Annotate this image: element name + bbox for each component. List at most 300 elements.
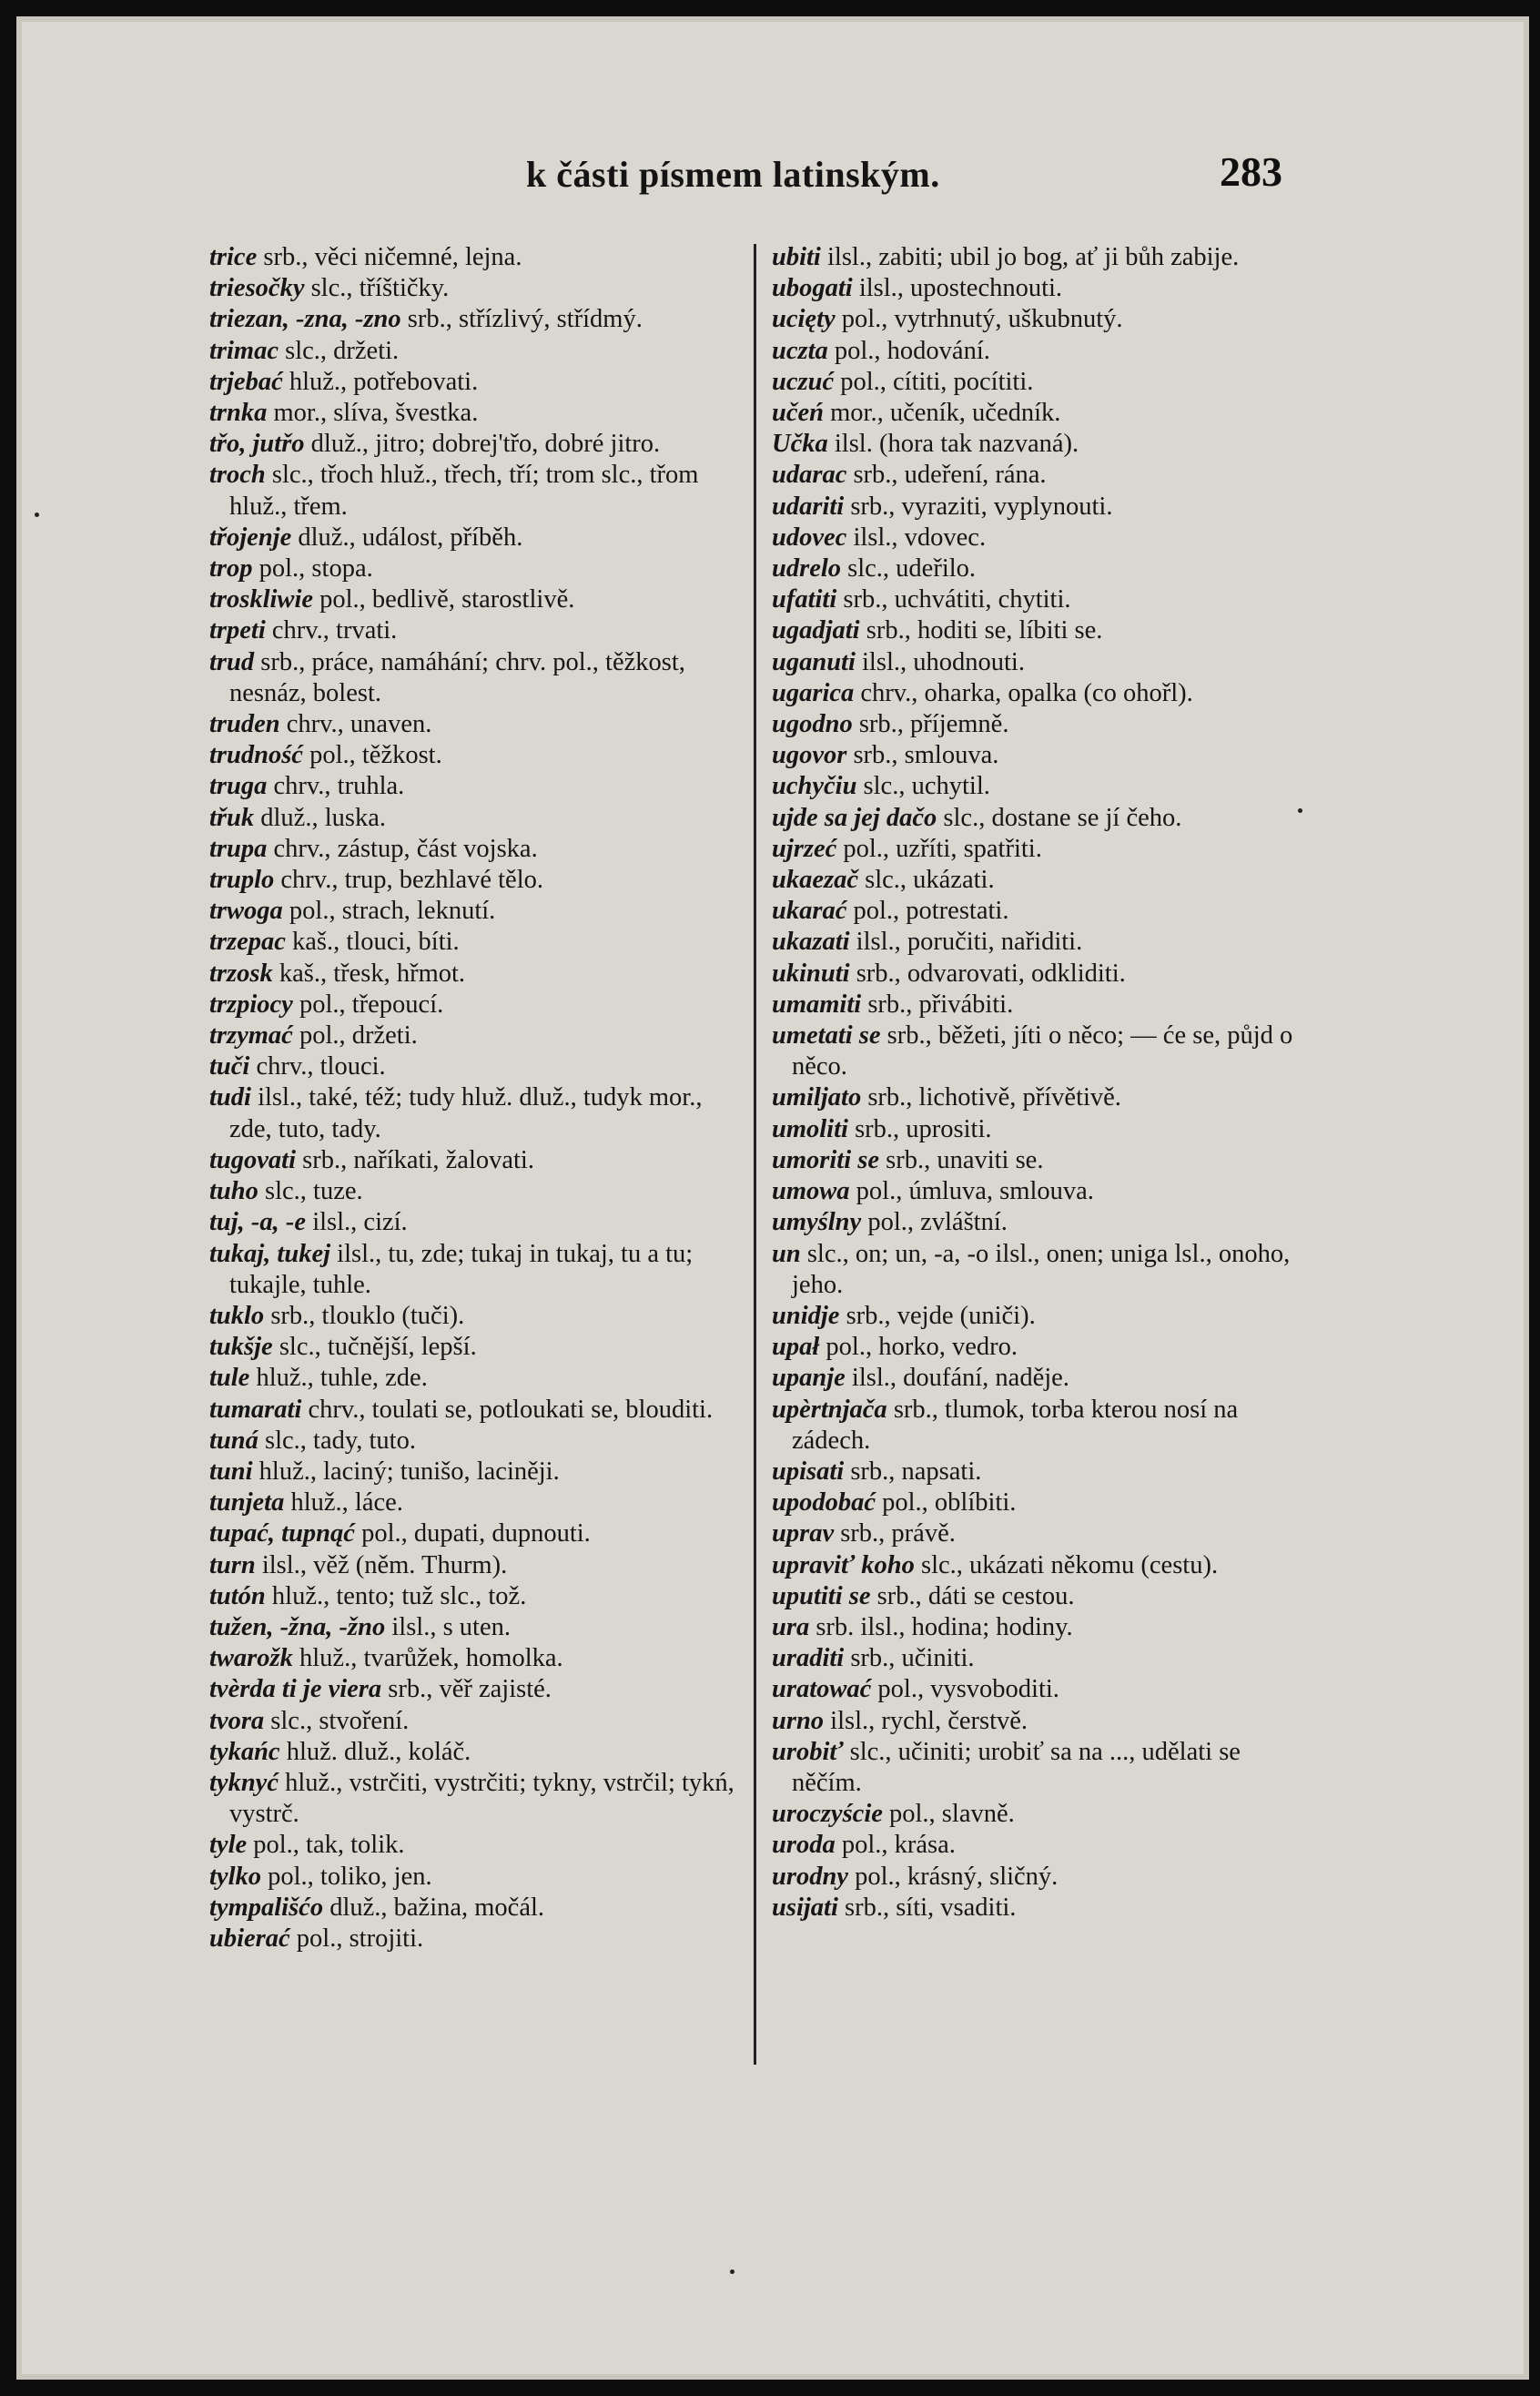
entry-definition: ilsl., doufání, naděje. — [845, 1364, 1069, 1393]
entry-headword: tutón — [209, 1581, 266, 1610]
dictionary-entry — [772, 1332, 1311, 1363]
dictionary-entry — [772, 615, 1311, 646]
entry-definition: ilsl., také, též; tudy hluž. dluž., tudyk mor., zde, tuto, tady. — [229, 1083, 703, 1143]
entry-headword: tvèrda ti je viera — [209, 1675, 382, 1704]
dictionary-entry — [772, 1395, 1311, 1457]
entry-headword: ukaezač — [772, 866, 858, 895]
entry-definition: srb., vejde (uniči). — [839, 1301, 1036, 1330]
dictionary-entry — [772, 1799, 1311, 1830]
dictionary-entry — [772, 1643, 1311, 1674]
entry-headword: ubierać — [209, 1924, 290, 1953]
entry-headword: umamiti — [772, 990, 862, 1019]
entry-headword: ujrzeć — [772, 834, 837, 863]
entry-definition: srb., věci ničemné, lejna. — [257, 243, 522, 271]
entry-headword: tuho — [209, 1177, 258, 1206]
entry-definition: pol., těžkost. — [302, 741, 442, 770]
dictionary-entry — [209, 584, 745, 615]
entry-definition: srb., tlouklo (tuči). — [264, 1301, 465, 1330]
book-page — [16, 16, 1529, 2380]
entry-definition: kaš., tlouci, bíti. — [285, 928, 460, 957]
dictionary-entry — [209, 1924, 745, 1954]
entry-headword: uraditi — [772, 1644, 845, 1673]
dictionary-entry — [772, 1363, 1311, 1394]
entry-headword: trice — [209, 243, 258, 271]
entry-headword: twarožk — [209, 1644, 293, 1673]
dictionary-entry — [209, 1332, 745, 1363]
entry-headword: umoliti — [772, 1114, 848, 1143]
entry-definition: slc., učiniti; urobiť sa na ..., udělati se něčím. — [792, 1737, 1241, 1797]
entry-headword: udarac — [772, 461, 847, 490]
entry-definition: srb., vyraziti, vyplynouti. — [844, 492, 1113, 521]
dictionary-entry — [209, 1643, 745, 1674]
dictionary-entry — [209, 1239, 745, 1301]
entry-definition: srb., unaviti se. — [878, 1145, 1044, 1174]
entry-definition: dluž., bažina, močál. — [323, 1893, 545, 1922]
page-header — [16, 148, 1529, 208]
entry-definition: srb., příjemně. — [852, 710, 1009, 739]
dictionary-entry — [209, 1457, 745, 1487]
entry-headword: tužen, -žna, -žno — [209, 1612, 386, 1641]
entry-headword: uchyčiu — [772, 772, 857, 801]
entry-definition: slc., tady, tuto. — [258, 1426, 416, 1455]
entry-headword: umyślny — [772, 1208, 862, 1237]
entry-headword: učeń — [772, 399, 824, 428]
dictionary-entry — [772, 1301, 1311, 1332]
entry-definition: chrv., trup, bezhlavé tělo. — [274, 866, 543, 895]
dictionary-entry — [209, 1395, 745, 1426]
entry-definition: slc., on; un, -a, -o ilsl., onen; uniga lsl., onoho, jeho. — [792, 1239, 1291, 1299]
entry-definition: srb., běžeti, jíti o něco; — će se, půjd o něco. — [792, 1021, 1293, 1081]
dictionary-entry — [209, 460, 745, 522]
dictionary-entry — [209, 1082, 745, 1144]
dictionary-entry — [209, 304, 745, 335]
dictionary-entry — [209, 803, 745, 834]
dictionary-entry — [772, 740, 1311, 771]
entry-headword: troskliwie — [209, 585, 314, 614]
entry-headword: třojenje — [209, 523, 292, 552]
entry-headword: ukazati — [772, 928, 850, 957]
entry-headword: ugodno — [772, 710, 853, 739]
entry-headword: trzosk — [209, 959, 273, 988]
entry-headword: ura — [772, 1612, 810, 1641]
entry-headword: upraviť koho — [772, 1550, 915, 1579]
entry-definition: pol., stopa. — [252, 554, 373, 584]
entry-headword: tvora — [209, 1706, 265, 1735]
dictionary-entry — [209, 1674, 745, 1705]
dictionary-entry — [209, 1550, 745, 1581]
entry-headword: truplo — [209, 866, 275, 895]
entry-definition: pol., zvláštní. — [861, 1208, 1008, 1237]
entry-definition: hluž. dluž., koláč. — [279, 1737, 471, 1766]
entry-definition: pol., vytrhnutý, uškubnutý. — [835, 305, 1123, 334]
dictionary-entry — [209, 336, 745, 367]
entry-definition: srb., smlouva. — [846, 741, 999, 770]
entry-definition: srb., uprositi. — [847, 1114, 992, 1143]
entry-headword: uratować — [772, 1675, 872, 1704]
entry-definition: slc., stvoření. — [264, 1706, 410, 1735]
dictionary-entry — [209, 523, 745, 553]
entry-headword: ucięty — [772, 305, 836, 334]
dictionary-entry — [209, 896, 745, 927]
entry-headword: tule — [209, 1364, 250, 1393]
entry-definition: chrv., unaven. — [279, 710, 432, 739]
entry-definition: dluž., luska. — [254, 803, 386, 832]
dictionary-entry — [209, 1706, 745, 1737]
entry-headword: trzpiocy — [209, 990, 293, 1019]
entry-headword: udovec — [772, 523, 847, 552]
dictionary-entry — [209, 865, 745, 896]
dictionary-entry — [772, 834, 1311, 865]
dictionary-entry — [209, 1581, 745, 1612]
entry-headword: ugadjati — [772, 616, 860, 645]
entry-headword: umoriti se — [772, 1145, 879, 1174]
entry-definition: mor., učeník, učedník. — [824, 399, 1061, 428]
dictionary-entry — [772, 304, 1311, 335]
entry-headword: ugovor — [772, 741, 847, 770]
dictionary-entry — [209, 1768, 745, 1830]
entry-definition: pol., bedlivě, starostlivě. — [313, 585, 575, 614]
entry-headword: trnka — [209, 399, 268, 428]
entry-definition: ilsl., rychl, čerstvě. — [824, 1706, 1028, 1735]
entry-definition: ilsl., vdovec. — [846, 523, 987, 552]
entry-definition: pol., držeti. — [292, 1021, 418, 1051]
entry-headword: třo, jutřo — [209, 430, 305, 459]
entry-definition: srb., udeření, rána. — [846, 461, 1047, 490]
dictionary-entry — [772, 865, 1311, 896]
entry-headword: tugovati — [209, 1145, 297, 1174]
entry-definition: ilsl., zabiti; ubil jo bog, ať ji bůh zabije. — [820, 243, 1240, 271]
dictionary-entry — [772, 1207, 1311, 1238]
entry-definition: slc., tříštičky. — [304, 274, 450, 303]
entry-headword: uprav — [772, 1519, 835, 1548]
entry-headword: tuklo — [209, 1301, 265, 1330]
entry-headword: tylko — [209, 1862, 261, 1891]
entry-definition: hluž., tuhle, zde. — [249, 1364, 428, 1393]
entry-definition: dluž., událost, příběh. — [291, 523, 523, 552]
entry-headword: trudność — [209, 741, 303, 770]
entry-headword: ujde sa jej dačo — [772, 803, 937, 832]
entry-definition: pol., strojiti. — [289, 1924, 424, 1953]
entry-headword: upèrtnjača — [772, 1395, 887, 1424]
dictionary-entry — [772, 1581, 1311, 1612]
entry-headword: tudi — [209, 1083, 251, 1112]
dictionary-entry — [209, 1487, 745, 1518]
entry-headword: trjebać — [209, 367, 283, 396]
entry-definition: chrv., trvati. — [265, 616, 398, 645]
entry-headword: upanje — [772, 1364, 846, 1393]
entry-definition: pol., krása. — [835, 1831, 956, 1860]
dictionary-entry — [772, 803, 1311, 834]
dictionary-entry — [772, 242, 1311, 273]
page-number: 283 — [1220, 148, 1282, 195]
dictionary-entry — [209, 273, 745, 304]
dictionary-entry — [209, 647, 745, 709]
dictionary-entry — [772, 1518, 1311, 1549]
entry-headword: tupać, tupnąć — [209, 1519, 355, 1548]
dictionary-entry — [209, 1862, 745, 1893]
dictionary-entry — [772, 1550, 1311, 1581]
entry-headword: tuči — [209, 1052, 250, 1081]
entry-definition: pol., krásný, sličný. — [847, 1862, 1059, 1891]
entry-headword: udariti — [772, 492, 845, 521]
entry-definition: slc., dostane se jí čeho. — [937, 803, 1182, 832]
entry-definition: pol., slavně. — [882, 1800, 1015, 1829]
entry-definition: pol., hodování. — [827, 336, 990, 365]
entry-definition: srb., právě. — [834, 1519, 956, 1548]
entry-definition: ilsl., uhodnouti. — [855, 647, 1025, 676]
entry-definition: kaš., třesk, hřmot. — [272, 959, 466, 988]
entry-headword: trwoga — [209, 897, 283, 926]
dictionary-entry — [209, 990, 745, 1020]
dictionary-entry — [209, 367, 745, 398]
entry-headword: tumarati — [209, 1395, 302, 1424]
dictionary-entry — [772, 1706, 1311, 1737]
dictionary-entry — [772, 1114, 1311, 1145]
entry-definition: ilsl., tu, zde; tukaj in tukaj, tu a tu; tukajle, tuhle. — [229, 1239, 694, 1299]
ink-speck — [1298, 808, 1302, 813]
entry-headword: un — [772, 1239, 801, 1268]
dictionary-entry — [209, 1207, 745, 1238]
entry-headword: uroda — [772, 1831, 836, 1860]
dictionary-entry — [772, 990, 1311, 1020]
entry-definition: pol., potrestati. — [846, 897, 1009, 926]
dictionary-entry — [772, 1145, 1311, 1176]
entry-headword: upisati — [772, 1457, 845, 1486]
entry-definition: ilsl., poručiti, nařiditi. — [849, 928, 1083, 957]
entry-definition: pol., cítiti, pocítiti. — [834, 367, 1034, 396]
entry-definition: chrv., truhla. — [267, 772, 405, 801]
left-column — [209, 242, 745, 1954]
entry-definition: slc., ukázati někomu (cestu). — [914, 1550, 1219, 1579]
entry-headword: trop — [209, 554, 253, 584]
dictionary-entry — [209, 1426, 745, 1457]
dictionary-entry — [209, 1737, 745, 1768]
entry-definition: pol., strach, leknutí. — [282, 897, 496, 926]
entry-definition: ilsl., cizí. — [306, 1208, 408, 1237]
dictionary-entry — [772, 273, 1311, 304]
entry-headword: tukšje — [209, 1333, 273, 1362]
entry-definition: chrv., toulati se, potloukati se, blouditi. — [301, 1395, 714, 1424]
entry-definition: chrv., tlouci. — [249, 1052, 386, 1081]
entry-headword: urobiť — [772, 1737, 844, 1766]
column-divider — [754, 244, 756, 2065]
entry-headword: uganuti — [772, 647, 856, 676]
dictionary-entry — [209, 927, 745, 958]
dictionary-entry — [209, 1363, 745, 1394]
dictionary-entry — [209, 709, 745, 740]
entry-headword: turn — [209, 1550, 256, 1579]
entry-headword: trzepac — [209, 928, 286, 957]
dictionary-entry — [209, 1145, 745, 1176]
entry-definition: srb., věř zajisté. — [381, 1675, 552, 1704]
entry-headword: trpeti — [209, 616, 266, 645]
entry-definition: hluž., potřebovati. — [282, 367, 479, 396]
entry-definition: srb., síti, vsaditi. — [837, 1893, 1017, 1922]
entry-definition: hluž., tento; tuž slc., tož. — [265, 1581, 527, 1610]
entry-headword: umowa — [772, 1177, 850, 1206]
entry-definition: srb., lichotivě, přívětivě. — [861, 1083, 1121, 1112]
entry-headword: troch — [209, 461, 266, 490]
dictionary-entry — [209, 1051, 745, 1082]
entry-definition: hluž., tvarůžek, homolka. — [292, 1644, 563, 1673]
entry-headword: urno — [772, 1706, 825, 1735]
entry-headword: umiljato — [772, 1083, 862, 1112]
entry-definition: chrv., oharka, opalka (co ohořl). — [854, 678, 1193, 707]
entry-definition: srb., přivábiti. — [861, 990, 1014, 1019]
right-column — [772, 242, 1311, 1924]
entry-definition: slc., ukázati. — [858, 866, 995, 895]
entry-definition: dluž., jitro; dobrej'třo, dobré jitro. — [304, 430, 661, 459]
entry-headword: uczuć — [772, 367, 835, 396]
entry-definition: pol., úmluva, smlouva. — [849, 1177, 1094, 1206]
dictionary-entry — [772, 1082, 1311, 1113]
dictionary-entry — [772, 771, 1311, 802]
entry-headword: tyknyć — [209, 1768, 279, 1797]
entry-definition: pol., tak, tolik. — [247, 1831, 405, 1860]
entry-definition: ilsl., věž (něm. Thurm). — [255, 1550, 508, 1579]
entry-definition: pol., vysvoboditi. — [871, 1675, 1059, 1704]
dictionary-entry — [772, 896, 1311, 927]
entry-headword: uputiti se — [772, 1581, 871, 1610]
entry-headword: usijati — [772, 1893, 838, 1922]
dictionary-entry — [772, 367, 1311, 398]
entry-definition: srb., střízlivý, střídmý. — [400, 305, 643, 334]
entry-definition: srb., učiniti. — [844, 1644, 975, 1673]
dictionary-entry — [772, 1612, 1311, 1643]
entry-definition: srb., práce, namáhání; chrv. pol., těžkost, nesnáz, bolest. — [229, 647, 685, 707]
dictionary-entry — [772, 1176, 1311, 1207]
dictionary-entry — [209, 1301, 745, 1332]
entry-headword: tukaj, tukej — [209, 1239, 331, 1268]
entry-definition: srb., napsati. — [844, 1457, 982, 1486]
dictionary-entry — [209, 1830, 745, 1861]
dictionary-entry — [209, 553, 745, 584]
entry-definition: pol., horko, vedro. — [819, 1333, 1018, 1362]
entry-headword: trud — [209, 647, 255, 676]
dictionary-entry — [209, 398, 745, 429]
entry-headword: uroczyście — [772, 1800, 883, 1829]
entry-headword: trimac — [209, 336, 279, 365]
entry-definition: srb. ilsl., hodina; hodiny. — [809, 1612, 1073, 1641]
entry-definition: srb., hoditi se, líbiti se. — [859, 616, 1103, 645]
entry-definition: mor., slíva, švestka. — [267, 399, 479, 428]
entry-headword: tuj, -a, -e — [209, 1208, 307, 1237]
dictionary-entry — [772, 959, 1311, 990]
entry-headword: uczta — [772, 336, 828, 365]
entry-headword: urodny — [772, 1862, 848, 1891]
dictionary-entry — [209, 771, 745, 802]
entry-definition: slc., tučnější, lepší. — [272, 1333, 477, 1362]
entry-headword: tuni — [209, 1457, 253, 1486]
entry-headword: trzymać — [209, 1021, 293, 1051]
dictionary-entry — [772, 523, 1311, 553]
entry-definition: slc., držeti. — [279, 336, 400, 365]
entry-definition: srb., uchvátiti, chytiti. — [836, 585, 1071, 614]
entry-headword: ubogati — [772, 274, 853, 303]
entry-definition: srb., odvarovati, odkliditi. — [849, 959, 1126, 988]
entry-definition: slc., uchytil. — [856, 772, 990, 801]
dictionary-entry — [209, 1893, 745, 1924]
dictionary-entry — [772, 1830, 1311, 1861]
entry-headword: tunjeta — [209, 1488, 285, 1518]
ink-speck — [730, 2269, 735, 2274]
dictionary-entry — [772, 336, 1311, 367]
entry-definition: srb., naříkati, žalovati. — [296, 1145, 534, 1174]
entry-definition: srb., tlumok, torba kterou nosí na zádech. — [792, 1395, 1239, 1455]
dictionary-entry — [772, 1737, 1311, 1799]
entry-headword: třuk — [209, 803, 255, 832]
dictionary-entry — [772, 398, 1311, 429]
dictionary-entry — [209, 834, 745, 865]
entry-headword: ufatiti — [772, 585, 837, 614]
dictionary-entry — [209, 1518, 745, 1549]
entry-headword: tykańc — [209, 1737, 280, 1766]
entry-definition: ilsl., s uten. — [385, 1612, 511, 1641]
entry-definition: chrv., zástup, část vojska. — [267, 834, 538, 863]
entry-headword: unidje — [772, 1301, 840, 1330]
entry-headword: Učka — [772, 430, 828, 459]
entry-headword: ukarać — [772, 897, 847, 926]
dictionary-entry — [772, 1674, 1311, 1705]
dictionary-entry — [772, 429, 1311, 460]
entry-headword: ubiti — [772, 243, 821, 271]
dictionary-entry — [772, 1862, 1311, 1893]
dictionary-entry — [209, 429, 745, 460]
entry-definition: pol., uzříti, spatřiti. — [836, 834, 1042, 863]
dictionary-entry — [772, 1457, 1311, 1487]
entry-definition: slc., udeřilo. — [841, 554, 977, 584]
running-head: k části písmem latinským. — [526, 154, 940, 195]
entry-definition: pol., toliko, jen. — [261, 1862, 432, 1891]
dictionary-entry — [772, 460, 1311, 491]
entry-headword: ugarica — [772, 678, 855, 707]
dictionary-entry — [772, 584, 1311, 615]
entry-headword: upał — [772, 1333, 820, 1362]
entry-headword: truden — [209, 710, 280, 739]
dictionary-entry — [209, 242, 745, 273]
dictionary-entry — [772, 927, 1311, 958]
entry-headword: tuná — [209, 1426, 258, 1455]
entry-definition: ilsl. (hora tak nazvaná). — [827, 430, 1079, 459]
entry-definition: pol., dupati, dupnouti. — [354, 1519, 591, 1548]
dictionary-entry — [209, 1612, 745, 1643]
dictionary-entry — [772, 1893, 1311, 1924]
dictionary-entry — [209, 615, 745, 646]
entry-definition: ilsl., upostechnouti. — [852, 274, 1063, 303]
dictionary-entry — [772, 709, 1311, 740]
entry-definition: pol., třepoucí. — [292, 990, 444, 1019]
entry-headword: udrelo — [772, 554, 842, 584]
dictionary-entry — [209, 959, 745, 990]
entry-headword: umetati se — [772, 1021, 881, 1051]
entry-definition: slc., tuze. — [258, 1177, 363, 1206]
entry-headword: trupa — [209, 834, 268, 863]
entry-headword: triesočky — [209, 274, 305, 303]
dictionary-entry — [772, 647, 1311, 678]
entry-headword: truga — [209, 772, 268, 801]
dictionary-entry — [772, 678, 1311, 709]
entry-definition: hluž., láce. — [284, 1488, 403, 1518]
entry-headword: upodobać — [772, 1488, 876, 1518]
dictionary-entry — [209, 1176, 745, 1207]
entry-headword: tympališćo — [209, 1893, 324, 1922]
entry-headword: ukinuti — [772, 959, 850, 988]
dictionary-entry — [772, 1487, 1311, 1518]
dictionary-entry — [772, 492, 1311, 523]
dictionary-entry — [772, 553, 1311, 584]
entry-headword: triezan, -zna, -zno — [209, 305, 401, 334]
entry-definition: pol., oblíbiti. — [876, 1488, 1017, 1518]
